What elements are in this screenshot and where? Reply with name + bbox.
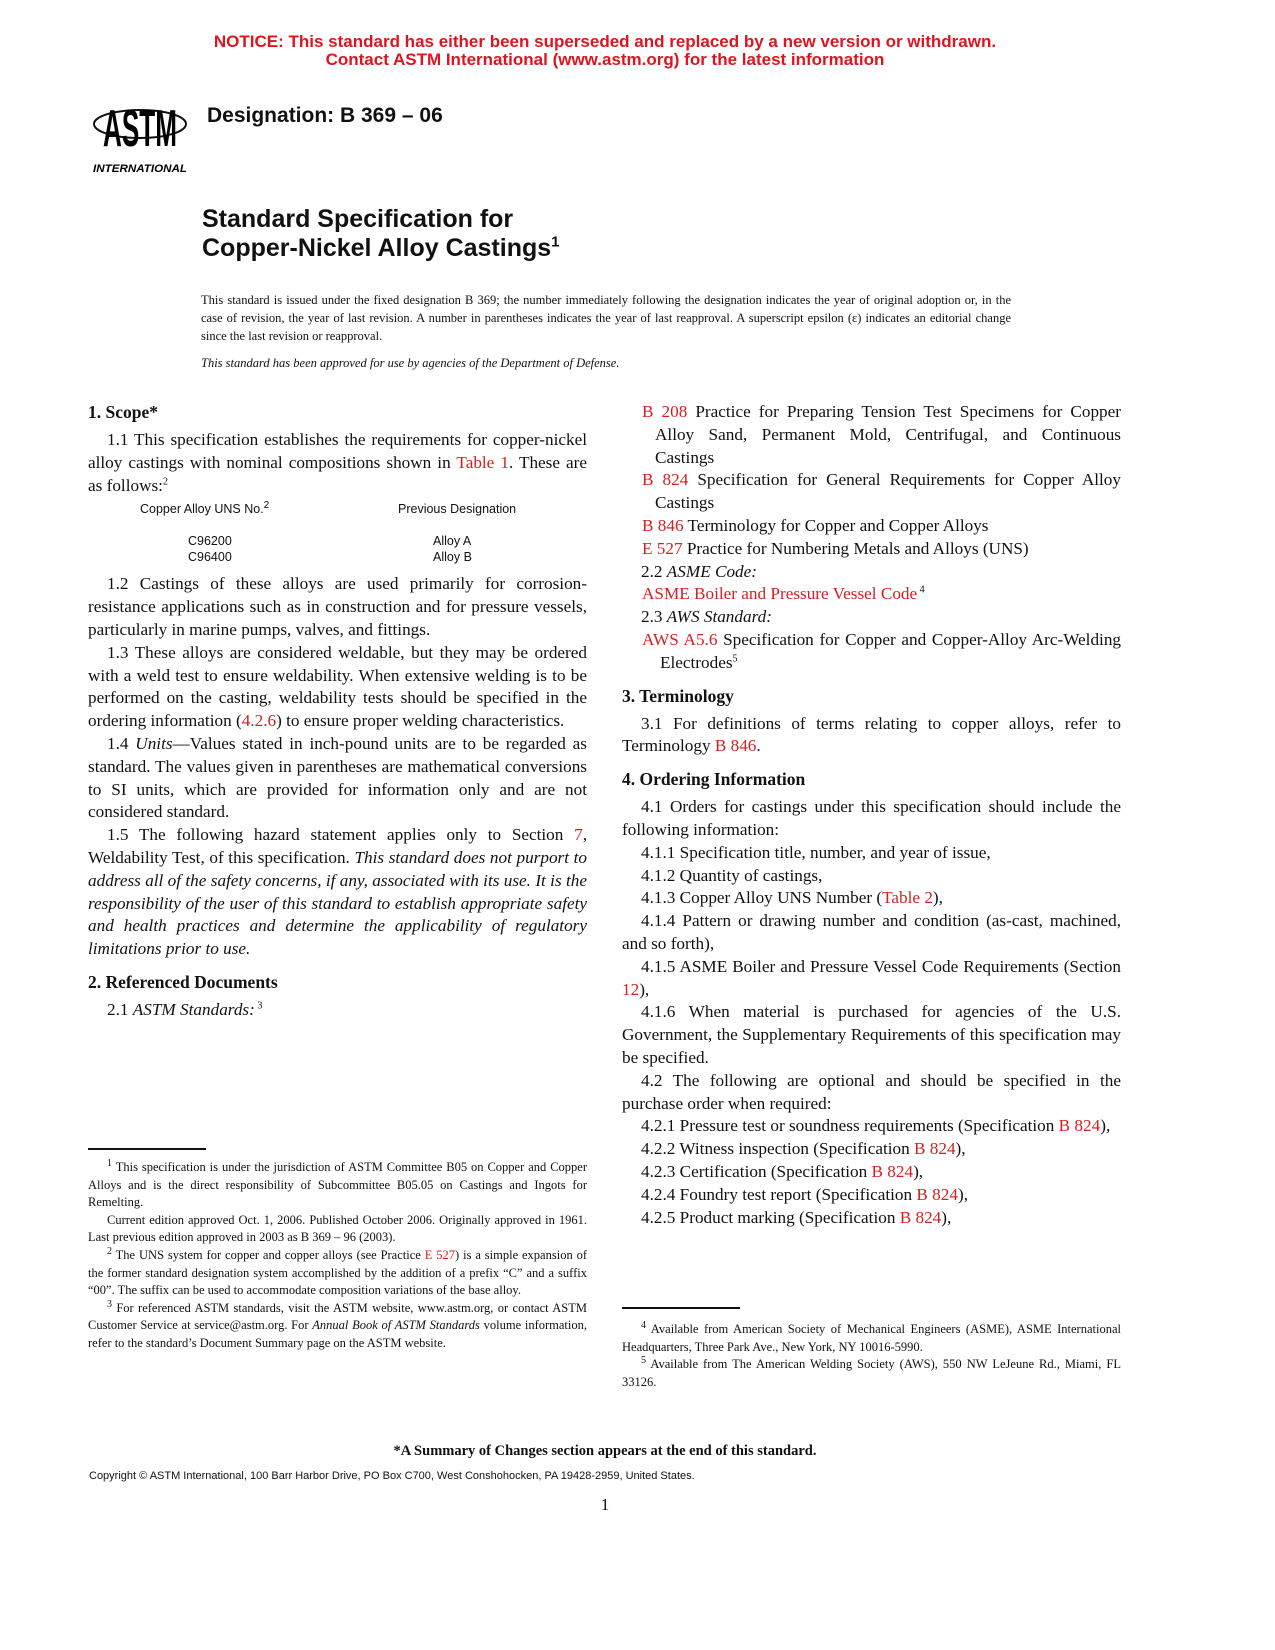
title-line-1: Standard Specification for: [202, 205, 514, 233]
text: Available from The American Welding Society (AWS), 550 NW LeJeune Rd., Miami, FL 33126.: [622, 1357, 1121, 1389]
paragraph-4-2-3: [622, 1161, 1121, 1184]
paragraph-1-3: [88, 642, 587, 733]
italic-text: This standard does not purport to address all of the safety concerns, if any, associated with its use. It is the responsibility of the user of this standard to establish appropriate safety and health practices and determine the applicability of regulatory limitations prior to use.: [88, 847, 587, 959]
paragraph-3-1: [622, 713, 1121, 759]
text: , Weldability Test, of this specification.: [88, 825, 587, 867]
summary-of-changes-note: *A Summary of Changes section appears at the end of this standard.: [393, 1443, 817, 1459]
section-heading-terminology: 3. Terminology: [622, 685, 734, 706]
title-footnote-ref[interactable]: 1: [551, 233, 560, 251]
paragraph-4-2-5: [622, 1207, 1121, 1230]
paragraph-2-3: [622, 606, 1121, 629]
table-row: [88, 533, 587, 549]
document-title: [202, 205, 560, 263]
paragraph-4-2-2: [622, 1138, 1121, 1161]
text: ),: [639, 979, 650, 999]
text: 1.5 The following hazard statement applies only to Section: [107, 825, 575, 845]
cross-reference-link[interactable]: B 824: [1058, 1116, 1101, 1136]
footnote-3: [88, 1300, 587, 1353]
footnotes-left: [88, 1159, 587, 1353]
table-header-uns: Copper Alloy UNS No.: [140, 502, 264, 517]
cross-reference-link[interactable]: B 846: [642, 515, 684, 535]
text: 4.1.4 Pattern or drawing number and condition (as-cast, machined, and so forth),: [622, 911, 1121, 953]
text: 4.1 Orders for castings under this specification should include the following information:: [622, 797, 1121, 839]
text: Current edition approved Oct. 1, 2006. Published October 2006. Originally approved in 1961. Last previous edition approved in 2003 as B 369 – 96 (2003).: [88, 1212, 587, 1245]
cross-reference-link[interactable]: E 527: [424, 1247, 456, 1262]
reference-b846: [622, 515, 1121, 538]
cross-reference-link[interactable]: ASME Boiler and Pressure Vessel Code: [642, 584, 918, 604]
cross-reference-link[interactable]: 4.2.6: [241, 711, 277, 731]
paragraph-4-2-4: [622, 1184, 1121, 1207]
cross-reference-link[interactable]: B 824: [914, 1139, 956, 1159]
text: 4.2.5 Product marking (Specification: [641, 1207, 900, 1227]
footnotes-right: [622, 1321, 1121, 1391]
footnote-ref[interactable]: 2: [162, 475, 168, 487]
footnote-1: [88, 1159, 587, 1212]
cross-reference-link[interactable]: B 824: [899, 1207, 942, 1227]
cross-reference-link[interactable]: E 527: [642, 538, 683, 558]
paragraph-2-2: [622, 561, 1121, 584]
italic-text: AWS Standard:: [666, 607, 772, 627]
text: —Values stated in inch-pound units are to be regarded as standard. The values given in parentheses are mathematical conversions to SI units, which are provided for information only and are not considered standard.: [88, 733, 587, 822]
footnote-4: [622, 1321, 1121, 1356]
footnote-ref[interactable]: 5: [641, 1355, 646, 1367]
footnote-divider: [622, 1307, 740, 1309]
text: 4.1.1 Specification title, number, and year of issue,: [641, 842, 991, 862]
cross-reference-link[interactable]: B 824: [871, 1161, 914, 1181]
paragraph-4-1-5: [622, 956, 1121, 1002]
text: volume information, refer to the standard’s Document Summary page on the ASTM website.: [88, 1318, 587, 1350]
italic-text: ASME Code:: [666, 561, 757, 581]
cross-reference-link[interactable]: 12: [622, 979, 640, 999]
text: . These are as follows:: [88, 452, 587, 495]
reference-e527: [622, 538, 1121, 561]
paragraph-4-2-1: [622, 1115, 1121, 1138]
table-header-sup[interactable]: 2: [263, 500, 270, 512]
copyright: Copyright © ASTM International, 100 Barr Harbor Drive, PO Box C700, West Conshohocken, PA 19428-2959, United States.: [89, 1470, 695, 1482]
footnote-ref[interactable]: 3: [254, 1000, 263, 1012]
paragraph-2-1: [88, 999, 587, 1022]
footnote-5: [622, 1356, 1121, 1391]
text: 4.2.2 Witness inspection (Specification: [641, 1139, 914, 1159]
cross-reference-link[interactable]: B 846: [714, 736, 757, 756]
notice-line-1: NOTICE: This standard has either been superseded and replaced by a new version or withdrawn.: [213, 32, 997, 51]
alloy-table: [88, 501, 587, 565]
cross-reference-link[interactable]: B 824: [642, 470, 689, 490]
reference-b824: [622, 469, 1121, 515]
text: 2.1: [107, 999, 133, 1019]
text: ) is a simple expansion of the former standard designation system accomplished by the addition of a prefix “C” and a suffix “00”. The suffix can be used to accommodate composition variations of the base alloy.: [88, 1247, 588, 1298]
text: Available from American Society of Mechanical Engineers (ASME), ASME International Headquarters, Three Park Ave., New York, NY 10016-5990.: [622, 1322, 1121, 1354]
paragraph-4-1-6: [622, 1001, 1121, 1069]
cross-reference-link[interactable]: B 824: [916, 1184, 958, 1204]
section-heading-scope: 1. Scope*: [88, 402, 158, 422]
paragraph-4-1-4: [622, 910, 1121, 956]
notice-line-2[interactable]: Contact ASTM International (www.astm.org) for the latest information: [325, 50, 885, 69]
paragraph-4-1-1: [622, 842, 1121, 865]
text: 4.2 The following are optional and should be specified in the purchase order when required:: [622, 1070, 1121, 1113]
text: ),: [955, 1139, 966, 1159]
paragraph-1-2: [88, 573, 587, 641]
paragraph-1-4: [88, 733, 587, 824]
paragraph-1-5: [88, 824, 587, 961]
text: ),: [957, 1184, 968, 1204]
title-line-2: Copper-Nickel Alloy Castings: [202, 234, 552, 262]
cross-reference-link[interactable]: B 208: [642, 402, 688, 421]
footnote-ref[interactable]: 5: [732, 653, 738, 665]
paragraph-4-2: [622, 1070, 1121, 1116]
paragraph-4-1-3: [622, 887, 1121, 910]
text: The UNS system for copper and copper alloys (see Practice: [112, 1247, 425, 1262]
table-row: [88, 549, 587, 565]
issuance-note: This standard is issued under the fixed designation B 369; the number immediately following the designation indicates the year of original adoption or, in the case of revision, the year of last revision. A number in parentheses indicates the year of last reapproval. A superscript epsilon (ε) indicates an editorial change since the last revision or reapproval.: [201, 293, 1011, 343]
text: 4.2.4 Foundry test report (Specification: [641, 1184, 917, 1204]
reference-asme-code: [622, 583, 1121, 606]
cross-reference-link[interactable]: 7: [574, 825, 583, 845]
footnote-ref[interactable]: 2: [107, 1245, 112, 1257]
text: ),: [1100, 1116, 1111, 1136]
paragraph-1-1: [88, 429, 587, 497]
footnote-ref[interactable]: 1: [107, 1157, 112, 1169]
footnote-ref[interactable]: 4: [641, 1319, 646, 1331]
reference-aws-a56: [622, 629, 1121, 675]
italic-text: Units: [135, 733, 173, 753]
text: 1.1 This specification establishes the requirements for copper-nickel alloy castings with nominal compositions shown in: [88, 430, 587, 472]
section-heading-ordering-information: 4. Ordering Information: [622, 769, 806, 790]
footnote-1-edition: [88, 1212, 587, 1247]
text: 1.3 These alloys are considered weldable, but they may be ordered with a weld test to ensure weldability. When extensive welding is to be performed on the casting, weldability tests should be specified in the ordering information (: [88, 642, 587, 731]
text: 4.2.3 Certification (Specification: [641, 1161, 872, 1181]
text: 2.3: [641, 607, 667, 627]
text: Specification for Copper and Copper-Alloy Arc-Welding Electrodes: [660, 629, 1122, 672]
text: ) to ensure proper welding characteristics.: [276, 711, 565, 731]
footnote-ref[interactable]: 4: [917, 584, 925, 596]
cross-reference-link[interactable]: AWS A5.6: [642, 629, 718, 649]
text: 4.2.1 Pressure test or soundness requirements (Specification: [641, 1116, 1059, 1136]
text: This specification is under the jurisdiction of ASTM Committee B05 on Copper and Copper Alloys and is the direct responsibility of Subcommittee B05.05 on Castings and Ingots for Remelting.: [88, 1160, 587, 1210]
table-cell-uns: C96200: [188, 534, 232, 549]
designation: Designation: B 369 – 06: [207, 104, 443, 127]
paragraph-4-1-2: [622, 865, 1121, 888]
svg-text:INTERNATIONAL: INTERNATIONAL: [93, 163, 188, 175]
text: Practice for Preparing Tension Test Specimens for Copper Alloy Sand, Permanent Mold, Centrifugal, and Continuous Castings: [655, 402, 1121, 467]
right-column: [622, 401, 1121, 1229]
text: ),: [941, 1207, 952, 1227]
text: 4.1.6 When material is purchased for agencies of the U.S. Government, the Supplementary Requirements of this specification may be specified.: [622, 1002, 1121, 1067]
table-header-previous: Previous Designation: [398, 502, 517, 517]
text: 1.2 Castings of these alloys are used primarily for corrosion-resistance applications such as in construction and for pressure vessels, particularly in marine pumps, valves, and fittings.: [88, 574, 587, 639]
cross-reference-link[interactable]: Table 1: [456, 452, 509, 472]
footnote-ref[interactable]: 3: [107, 1298, 112, 1310]
page-number: 1: [600, 1495, 610, 1514]
astm-logo-icon: [90, 84, 190, 176]
cross-reference-link[interactable]: Table 2: [882, 888, 933, 908]
text: 2.2: [641, 561, 667, 581]
text: ),: [932, 888, 943, 908]
table-cell-previous: Alloy B: [433, 550, 472, 565]
text: Practice for Numbering Metals and Alloys (UNS): [682, 538, 1029, 558]
text: 4.1.5 ASME Boiler and Pressure Vessel Code Requirements (Section: [641, 956, 1121, 976]
text: 4.1.2 Quantity of castings,: [641, 865, 823, 885]
table-cell-previous: Alloy A: [433, 534, 472, 549]
text: 4.1.3 Copper Alloy UNS Number (: [641, 888, 883, 908]
dod-approval-note: This standard has been approved for use by agencies of the Department of Defense.: [201, 356, 620, 370]
text: .: [756, 736, 761, 756]
section-heading-referenced-documents: 2. Referenced Documents: [88, 971, 278, 992]
text: 1.4: [107, 733, 136, 753]
text: Terminology for Copper and Copper Alloys: [683, 515, 989, 535]
footnote-divider: [88, 1148, 206, 1150]
paragraph-4-1: [622, 796, 1121, 842]
text: 3.1 For definitions of terms relating to copper alloys, refer to Terminology: [622, 713, 1121, 756]
reference-b208: [622, 401, 1121, 469]
text: ),: [913, 1161, 924, 1181]
astm-logo: [90, 84, 190, 176]
text: For referenced ASTM standards, visit the ASTM website, www.astm.org, or contact ASTM Customer Service at service@astm.org. For: [88, 1300, 587, 1333]
table-cell-uns: C96400: [188, 550, 232, 565]
left-column: [88, 401, 587, 1022]
text: Specification for General Requirements for Copper Alloy Castings: [655, 470, 1121, 513]
italic-text: ASTM Standards:: [132, 999, 255, 1019]
svg-text:ASTM: ASTM: [103, 100, 177, 158]
footnote-2: [88, 1247, 587, 1300]
italic-text: Annual Book of ASTM Standards: [312, 1318, 480, 1333]
